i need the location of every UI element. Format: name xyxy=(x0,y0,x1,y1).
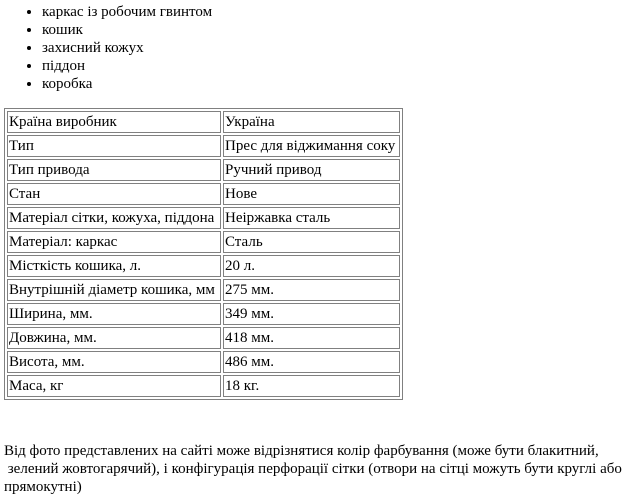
spec-value-cell: 275 мм. xyxy=(223,279,400,301)
spec-name-cell: Ширина, мм. xyxy=(7,303,221,325)
spec-value-cell: 486 мм. xyxy=(223,351,400,373)
table-row xyxy=(7,351,400,373)
note-line: зелений жовтогарячий), і конфігурація перфорації сітки (отвори на сітці можуть бути круглі або xyxy=(4,461,622,477)
components-list xyxy=(0,3,212,93)
table-row xyxy=(7,159,400,181)
table-row xyxy=(7,375,400,397)
table-row xyxy=(7,231,400,253)
spec-value-cell: Україна xyxy=(223,111,400,133)
note-line: прямокутні) xyxy=(4,479,82,495)
spec-value-cell: Сталь xyxy=(223,231,400,253)
spec-name-cell: Матеріал сітки, кожуха, піддона xyxy=(7,207,221,229)
specifications-table xyxy=(4,108,403,400)
table-row xyxy=(7,255,400,277)
spec-value-cell: Прес для віджимання соку xyxy=(223,135,400,157)
table-row xyxy=(7,135,400,157)
spec-value-cell: 418 мм. xyxy=(223,327,400,349)
table-row xyxy=(7,279,400,301)
table-row xyxy=(7,207,400,229)
note-line: Від фото представлених на сайті може відрізнятися колір фарбування (може бути блакитний, xyxy=(4,443,599,459)
spec-name-cell: Тип привода xyxy=(7,159,221,181)
list-item: • каркас із робочим гвинтом xyxy=(42,3,212,21)
spec-name-cell: Маса, кг xyxy=(7,375,221,397)
list-item: • коробка xyxy=(42,75,212,93)
list-item: • кошик xyxy=(42,21,212,39)
spec-name-cell: Довжина, мм. xyxy=(7,327,221,349)
disclaimer-note xyxy=(4,442,636,496)
spec-value-cell: Неіржавка сталь xyxy=(223,207,400,229)
table-row xyxy=(7,303,400,325)
spec-name-cell: Стан xyxy=(7,183,221,205)
list-item: • захисний кожух xyxy=(42,39,212,57)
table-row xyxy=(7,327,400,349)
spec-value-cell: 18 кг. xyxy=(223,375,400,397)
table-row xyxy=(7,111,400,133)
table-row xyxy=(7,183,400,205)
spec-name-cell: Тип xyxy=(7,135,221,157)
spec-name-cell: Матеріал: каркас xyxy=(7,231,221,253)
spec-name-cell: Внутрішній діаметр кошика, мм xyxy=(7,279,221,301)
spec-name-cell: Країна виробник xyxy=(7,111,221,133)
spec-name-cell: Місткість кошика, л. xyxy=(7,255,221,277)
spec-value-cell: Ручний привод xyxy=(223,159,400,181)
list-item: • піддон xyxy=(42,57,212,75)
spec-value-cell: Нове xyxy=(223,183,400,205)
spec-name-cell: Висота, мм. xyxy=(7,351,221,373)
spec-value-cell: 20 л. xyxy=(223,255,400,277)
spec-value-cell: 349 мм. xyxy=(223,303,400,325)
